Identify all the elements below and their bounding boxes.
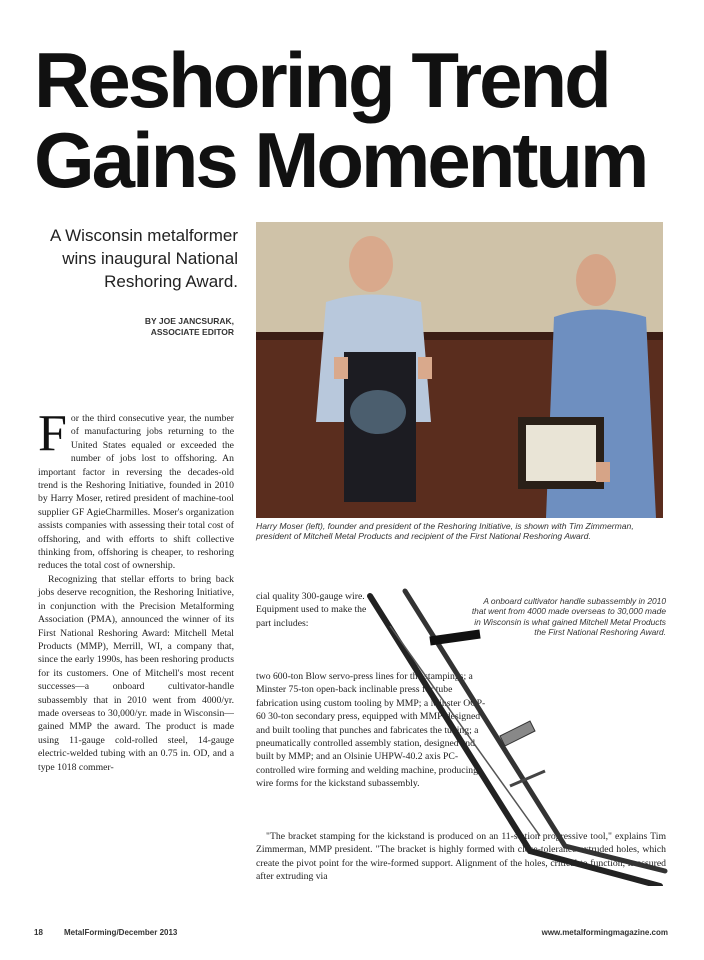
body-paragraph-quote: "The bracket stamping for the kickstand is produced on an 11-station progressive tool," explains Tim Zimmerman, MMP president. "The bracket is highly formed with close-tolerance extruded holes, which create the pivot point for the wire-formed support. Alignment of the holes, critical to function, is assured after extruding via: [256, 831, 666, 883]
award-photo: [256, 222, 663, 518]
headline-line-1: Reshoring Trend: [34, 36, 609, 124]
photo-caption: Harry Moser (left), founder and president of the Reshoring Initiative, is shown with Tim Zimmerman, president of Mitchell Metal Products and recipient of the First National Reshoring Award.: [256, 521, 634, 541]
headline: [34, 36, 684, 204]
headline-line-2: Gains Momentum: [34, 116, 647, 204]
drop-cap: F: [38, 405, 67, 462]
page-footer: [34, 928, 668, 940]
byline: [100, 316, 234, 338]
page-number: 18: [34, 928, 43, 937]
body-paragraph-2: Recognizing that stellar efforts to bring back jobs deserve recognition, the Reshoring Initiative, in conjunction with the Precision Metalforming Association (PMA), announced the winner of its First National Reshoring Award: Mitchell Metal Products (MMP), Merrill, WI, a company that, since the early 1990s, has been reshoring products for its customers. One of Mitchell's most recent successes—a onboard cultivator-handle subassembly that in 2010 went from 4000/yr. made overseas to 30,000/yr. made in Wisconsin—gained MMP the award. The product is made using 11-gauge cold-rolled steel, 14-gauge electric-welded tubing with an 0.75 in. OD, and a type 1018 commer-: [38, 573, 234, 773]
magazine-url: www.metalformingmagazine.com: [541, 928, 668, 937]
body-column-1: [38, 405, 234, 774]
deck-subtitle: A Wisconsin metalformer wins inaugural National Reshoring Award.: [50, 226, 238, 291]
body-paragraph-1: or the third consecutive year, the number of manufacturing jobs returning to the United States equaled or exceeded the number of jobs lost to offshoring. An important factor in reversing the decades-old trend is the Reshoring Initiative, founded in 2010 by Harry Moser, retired president of machine-tool supplier GF AgieCharmilles. Moser's organization assists companies with assessing their total cost of offshoring, and with efforts to shift collective thinking from, offshoring is cheaper, to reshoring reduces the total cost of ownership.: [38, 413, 234, 572]
byline-title: ASSOCIATE EDITOR: [150, 327, 234, 337]
body-column-2-top: cial quality 300-gauge wire. Equipment used to make the part includes:: [256, 591, 367, 629]
magazine-issue: MetalForming/December 2013: [64, 928, 178, 937]
byline-author: BY JOE JANCSURAK,: [144, 316, 234, 326]
body-column-2-mid: two 600-ton Blow servo-press lines for the stampings; a Minster 75-ton open-back inclinable press for tube fabrication using custom tooling by MMP; a Minster OCP-60 30-ton secondary press, equipped with MMP-designed and built tooling that punches and fabricates the tubing; a pneumatically controlled assembly station, designed and built by MMP; and an Olsinie UHPW-40.2 axis PC-controlled wire forming and welding machine, producing wire forms for the kickstand subassembly.: [256, 671, 486, 790]
handle-caption: A onboard cultivator handle subassembly in 2010 that went from 4000 made overseas to 30,000 made in Wisconsin is what gained Mitchell Metal Products the First National Reshoring Award.: [471, 596, 666, 637]
